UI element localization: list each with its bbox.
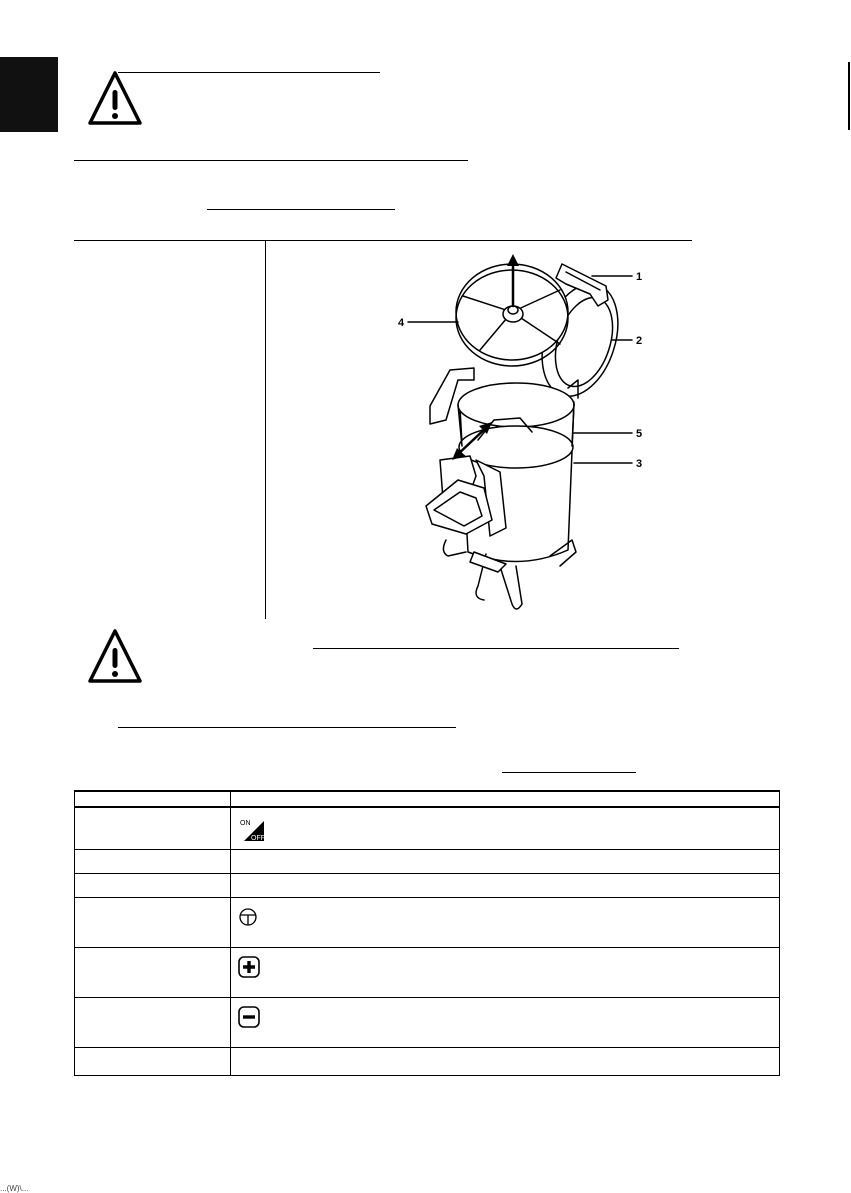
table-cell: [231, 947, 780, 997]
subsection-rule: [207, 209, 395, 210]
section-tab-marker: [0, 57, 58, 132]
table-cell: [231, 997, 780, 1047]
figure-top-rule: [74, 240, 692, 241]
control-section-rule: [118, 727, 456, 728]
timer-icon: [237, 906, 259, 928]
switch-off-label: OFF: [251, 835, 265, 843]
machine-illustration: [380, 252, 670, 618]
warning-heading-rule: [118, 72, 380, 73]
table-row: [75, 807, 780, 849]
callout-3: 3: [636, 458, 643, 470]
table-row: [75, 897, 780, 947]
table-row: [75, 997, 780, 1047]
callout-2: 2: [636, 335, 643, 347]
switch-on-label: ON: [240, 820, 251, 828]
on-off-switch-icon: [237, 814, 273, 842]
table-cell: [231, 1047, 780, 1075]
figure-column-divider: [265, 241, 266, 619]
plus-button-icon: [237, 955, 261, 979]
warning-triangle-icon: [86, 626, 144, 686]
section-rule: [74, 160, 468, 161]
table-cell: [75, 1047, 231, 1075]
table-cell: [75, 897, 231, 947]
page-footer: ...(W)\...: [0, 1184, 29, 1193]
header-cell: [231, 791, 780, 807]
table-row: [75, 947, 780, 997]
table-cell: [231, 807, 780, 849]
control-panel-table: [74, 790, 780, 1076]
table-row: [75, 1047, 780, 1075]
table-row: [75, 873, 780, 897]
table-cell: [75, 997, 231, 1047]
callout-1: 1: [636, 271, 643, 283]
warning-text-rule: [313, 648, 679, 649]
table-cell: [75, 849, 231, 873]
warning-triangle-icon: [86, 68, 144, 128]
callout-5: 5: [636, 428, 643, 440]
table-cell: [231, 897, 780, 947]
table-row: [75, 849, 780, 873]
table-cell: [75, 947, 231, 997]
table-cell: [231, 849, 780, 873]
table-cell: [75, 807, 231, 849]
callout-4: 4: [398, 317, 405, 329]
table-header-row: [75, 791, 780, 807]
control-reference-rule: [502, 772, 636, 773]
table-cell: [231, 873, 780, 897]
margin-marker: [848, 62, 850, 130]
up-arrow-icon: [507, 254, 519, 266]
minus-button-icon: [237, 1005, 261, 1029]
header-cell: [75, 791, 231, 807]
table-cell: [75, 873, 231, 897]
